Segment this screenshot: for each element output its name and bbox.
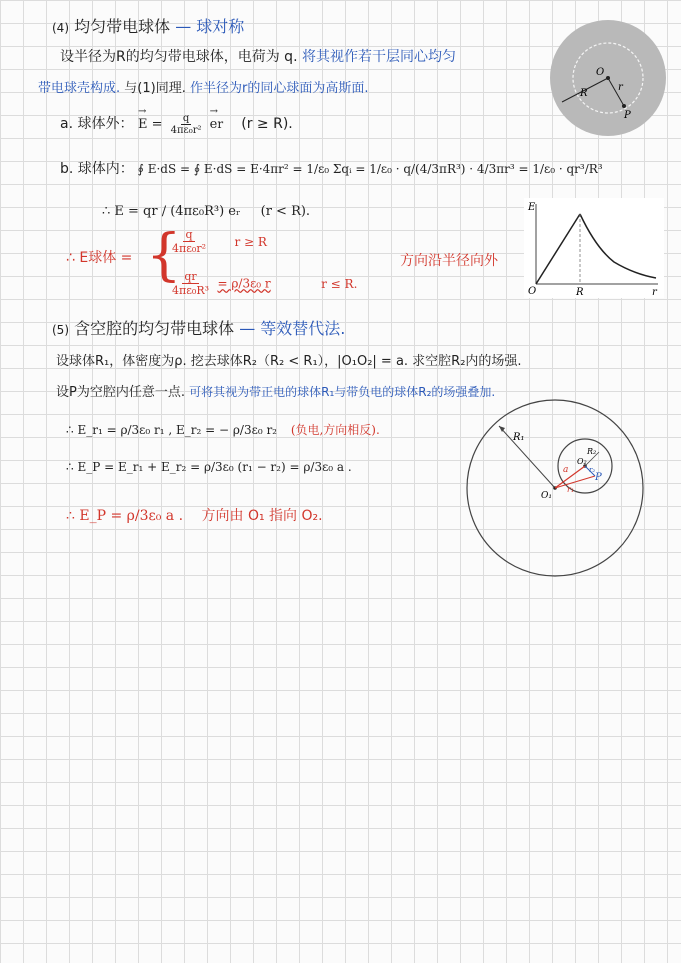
summary-label-text: ∴ E球体 = xyxy=(66,250,133,266)
section5-eq1 xyxy=(66,421,380,438)
case2-cond: r ≤ R. xyxy=(321,276,358,291)
cavity-label-a: a xyxy=(563,465,569,475)
section4-method: — 球对称 xyxy=(175,17,245,36)
eq3-note: 方向由 O₁ 指向 O₂. xyxy=(201,508,323,524)
graph-label-r-big: R xyxy=(576,287,584,298)
cavity-label-r2: R₂ xyxy=(587,447,597,456)
graph-label-r: r xyxy=(652,287,657,298)
section4-intro2 xyxy=(38,77,368,96)
section5-line2 xyxy=(56,381,495,400)
intro1-text: 设半径为R的均匀带电球体，电荷为 q. xyxy=(60,49,298,65)
intro2-blue: 带电球壳构成. xyxy=(38,81,121,96)
case-b-line xyxy=(60,158,603,178)
line2-text: 设P为空腔内任意一点. xyxy=(56,385,185,400)
sphere-figure xyxy=(548,18,668,138)
eq1-text: ∴ E_r₁ = ρ/3ε₀ r₁ , E_r₂ = − ρ/3ε₀ r₂ xyxy=(66,423,277,437)
section5-eq2 xyxy=(66,460,352,474)
case-a-cond: (r ≥ R). xyxy=(241,116,293,132)
eq2-text: ∴ E_P = E_r₁ + E_r₂ = ρ/3ε₀ (r₁ − r₂) = ρ/3ε₀ a . xyxy=(66,460,352,474)
case-b-cond: (r < R). xyxy=(260,204,311,219)
case-a-formula: → E = $\frac{q}{\text{4πε₀r²}}$ → er xyxy=(138,117,227,132)
summary-label xyxy=(66,247,132,267)
cavity-label-o1: O₁ xyxy=(541,491,552,501)
case-b-formula: ∮ E·dS = ∮ E·dS = E·4πr² = 1/ε₀ Σqᵢ = 1/ε₀ · q/(4/3πR³) · 4/3πr³ = 1/ε₀ · qr³/R³ xyxy=(137,162,603,176)
section5-eq3 xyxy=(66,505,323,525)
section4-title: 均匀带电球体 xyxy=(74,17,171,36)
line2-blue: 可将其视为带正电的球体R₁与带负电的球体R₂的场强叠加. xyxy=(189,385,496,399)
section5-method: — 等效替代法. xyxy=(239,319,346,338)
sphere-label-r: r xyxy=(618,82,623,93)
case-b-result xyxy=(102,204,310,219)
case-a-line xyxy=(60,113,293,136)
summary-case2 xyxy=(168,270,357,297)
cavity-label-rvec2: r₂ xyxy=(589,466,596,474)
section4-intro1 xyxy=(60,46,456,66)
intro1-blue: 将其视作若干层同心均匀 xyxy=(301,49,456,65)
case2-num: qr xyxy=(184,270,197,283)
cavity-label-rvec1: r₁ xyxy=(567,485,575,494)
cavity-label-r1: R₁ xyxy=(513,432,525,443)
case1-den: 4πε₀r² xyxy=(172,242,207,255)
intro2-blue2: 作半径为r的同心球面为高斯面. xyxy=(189,81,369,96)
case2-eq: = ρ/3ε₀ r xyxy=(217,276,271,291)
summary-brace: { xyxy=(146,223,182,288)
cavity-label-p: P xyxy=(595,472,602,483)
section4-heading xyxy=(52,14,244,37)
direction-text: 方向沿半径向外 xyxy=(400,253,498,269)
field-graph xyxy=(524,198,664,298)
eq3-text: ∴ E_P = ρ/3ε₀ a . xyxy=(66,508,184,524)
case-b-result-text: ∴ E = qr / (4πε₀R³) eᵣ xyxy=(102,204,241,219)
cavity-label-o2: O₂ xyxy=(577,457,587,466)
graph-label-e: E xyxy=(528,202,536,213)
case2-den: 4πε₀R³ xyxy=(172,284,210,297)
graph-label-o: O xyxy=(528,286,537,297)
section5-number: (5) xyxy=(52,323,69,337)
sphere-label-big-r: R xyxy=(580,88,588,99)
section5-line1 xyxy=(56,350,522,369)
sphere-label-o: O xyxy=(596,67,605,78)
cavity-figure xyxy=(463,396,647,580)
section5-heading xyxy=(52,316,345,339)
case-b-label: b. 球体内： xyxy=(60,161,134,177)
line1-text: 设球体R₁，体密度为ρ. 挖去球体R₂（R₂ < R₁），|O₁O₂| = a. 求空腔R₂内的场强. xyxy=(56,354,522,369)
summary-case1 xyxy=(168,228,267,255)
section5-title: 含空腔的均匀带电球体 xyxy=(74,319,235,338)
intro2-text: 与(1)同理. xyxy=(124,81,186,96)
sphere-label-p: P xyxy=(624,110,631,121)
direction-note xyxy=(400,250,498,270)
eq1-note: (负电,方向相反). xyxy=(290,423,380,437)
section4-number: (4) xyxy=(52,21,69,35)
case1-num: q xyxy=(185,228,193,241)
case-a-label: a. 球体外： xyxy=(60,116,134,132)
case1-cond: r ≥ R xyxy=(234,234,267,249)
